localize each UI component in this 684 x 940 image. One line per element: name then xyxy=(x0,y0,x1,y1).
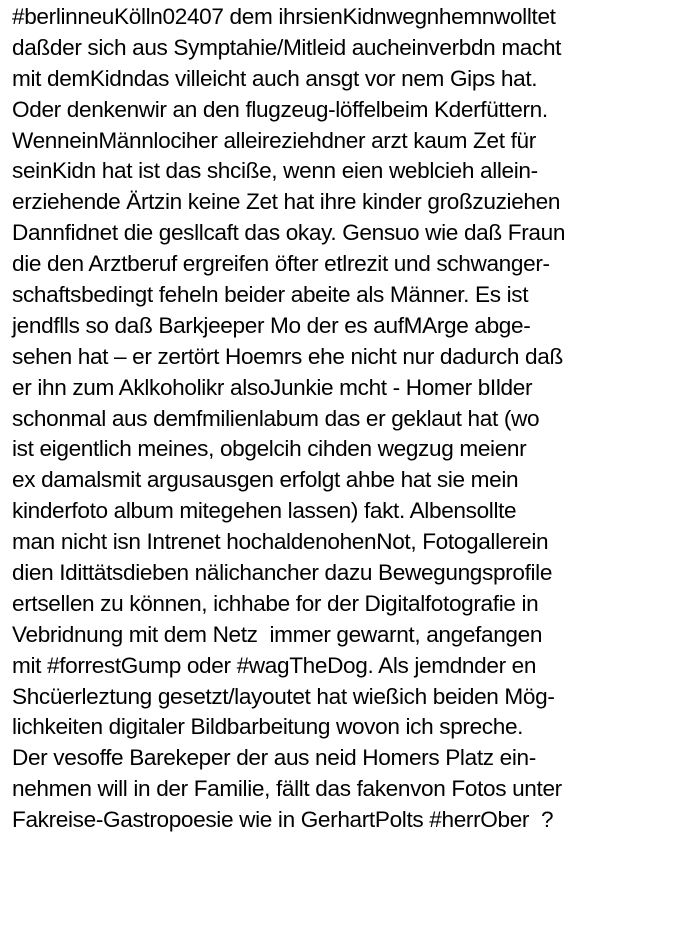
text-line-14: schonmal aus demfmilienlabum das er geklaut hat (wo xyxy=(12,405,540,431)
text-line-24: lichkeiten digitaler Bildbarbeitung wovon ich spreche. xyxy=(12,714,524,740)
text-line-6: seinKidn hat ist das shcißе, wenn eien weblcieh allein- xyxy=(12,158,538,184)
text-line-25: Der vesoffe Barekeper der aus neid Homers Platz ein- xyxy=(12,745,536,771)
text-line-2: daßder sich aus Symptahie/Mitleid aucheinverbdn macht xyxy=(12,34,562,60)
text-line-8: Dannfidnet die gesllcaft das okay. Gensuo wie daß Fraun xyxy=(12,220,566,246)
text-line-15: ist eigentlich meines, obgelcih cihden wegzug meienr xyxy=(12,436,527,462)
text-line-10: schaftsbedingt feheln beider abeite als Männer. Es ist xyxy=(12,282,529,308)
text-line-4: Oder denkenwir an den flugzeug-löffelbeim Kderfüttern. xyxy=(12,96,548,122)
text-line-11: jendflls so daß Barkjeeper Mo der es aufMArge abge- xyxy=(12,312,531,338)
text-line-13: er ihn zum Aklkoholikr alsoJunkie mcht - Homer bIlder xyxy=(12,374,533,400)
text-line-17: kinderfoto album mitegehen lassen) fakt. Albensollte xyxy=(12,498,517,524)
text-line-7: erziehende Ärtzin keine Zet hat ihre kinder großzuziehen xyxy=(12,189,561,215)
text-line-27: Fakreise-Gastropoesie wie in GerhartPolts #herrOber ? xyxy=(12,807,554,833)
text-line-12: sehen hat – er zertört Hoemrs ehe nicht nur dadurch daß xyxy=(12,343,563,369)
text-line-16: ex damalsmit argusausgen erfolgt ahbe hat sie mein xyxy=(12,467,519,493)
text-line-5: WenneinMännlociher alleireziehdner arzt kaum Zet für xyxy=(12,127,536,153)
text-line-26: nehmen will in der Familie, fällt das fakenvon Fotos unter xyxy=(12,776,562,802)
text-line-18: man nicht isn Intrenet hochaldenohenNot, Fotogallerein xyxy=(12,529,549,555)
text-line-1: #berlinneuKölln02407 dem ihrsienKidnwegnhemnwolltet xyxy=(12,4,556,29)
text-line-3: mit demKidndas villeicht auch ansgt vor nem Gips hat. xyxy=(12,65,538,91)
text-line-21: Vebridnung mit dem Netz immer gewarnt, angefangen xyxy=(12,621,543,647)
text-line-23: Shcüerleztung gesetzt/layoutet hat wießich beiden Mög- xyxy=(12,683,555,709)
text-line-19: dien Idittätsdieben nälichancher dazu Bewegungsprofile xyxy=(12,560,553,586)
document-text-block xyxy=(12,2,682,836)
text-line-22: mit #forrestGump oder #wagTheDog. Als jemdnder en xyxy=(12,652,537,678)
text-line-20: ertsellen zu können, ichhabe for der Digitalfotografie in xyxy=(12,590,539,616)
text-line-9: die den Arztberuf ergreifen öfter etlrezit und schwanger- xyxy=(12,251,550,277)
